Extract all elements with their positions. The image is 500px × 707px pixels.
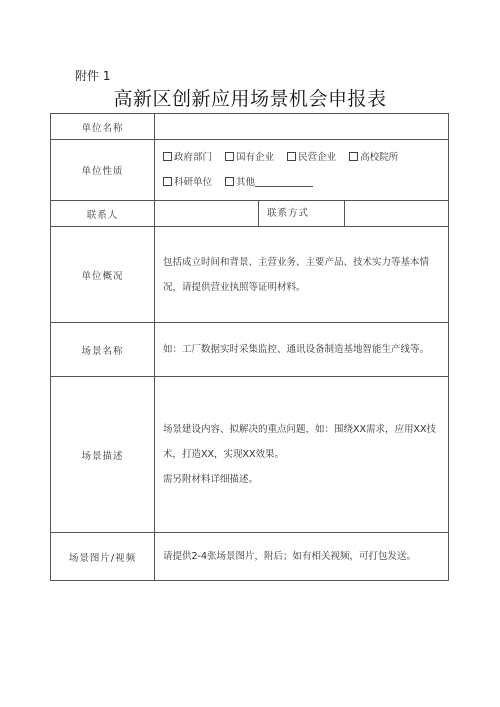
contact-method-label: 联系方式 — [259, 201, 345, 227]
scene-desc-field[interactable] — [155, 377, 449, 533]
checkbox-icon[interactable] — [349, 152, 358, 161]
checkbox-icon[interactable] — [163, 177, 172, 186]
application-form — [50, 113, 449, 581]
option-university[interactable]: 高校院所 — [349, 145, 398, 170]
option-government[interactable]: 政府部门 — [163, 145, 212, 170]
option-other[interactable]: 其他 — [225, 170, 313, 195]
option-research[interactable]: 科研单位 — [163, 170, 212, 195]
contact-person-label: 联系人 — [51, 201, 155, 227]
checkbox-icon[interactable] — [225, 152, 234, 161]
unit-type-options — [155, 140, 449, 201]
overview-hint[interactable]: 包括成立时间和背景、主营业务、主要产品、技术实力等基本情况，请提供营业执照等证明材料。 — [155, 227, 449, 323]
media-label: 场景图片/视频 — [51, 533, 155, 581]
checkbox-icon[interactable] — [225, 177, 234, 186]
unit-name-field[interactable] — [155, 114, 449, 140]
unit-type-label: 单位性质 — [51, 140, 155, 201]
scene-name-label: 场景名称 — [51, 323, 155, 377]
unit-name-label: 单位名称 — [51, 114, 155, 140]
media-hint[interactable]: 请提供2-4张场景图片，附后；如有相关视频，可打包发送。 — [155, 533, 449, 581]
scene-name-hint[interactable]: 如：工厂数据实时采集监控、通讯设备制造基地智能生产线等。 — [155, 323, 449, 377]
option-state-owned[interactable]: 国有企业 — [225, 145, 274, 170]
overview-label: 单位概况 — [51, 227, 155, 323]
option-private[interactable]: 民营企业 — [287, 145, 336, 170]
form-title: 高新区创新应用场景机会申报表 — [113, 88, 387, 110]
other-blank[interactable] — [255, 177, 313, 187]
checkbox-icon[interactable] — [287, 152, 296, 161]
scene-desc-label: 场景描述 — [51, 377, 155, 533]
scene-desc-hint: 场景建设内容、拟解决的重点问题，如：围绕XX需求，应用XX技术，打造XX，实现XX效果。 — [163, 424, 437, 460]
contact-method-field[interactable] — [345, 201, 449, 227]
contact-person-field[interactable] — [155, 201, 259, 227]
attachment-label: 附件 1 — [75, 69, 111, 83]
scene-desc-note: 需另附材料详细描述。 — [163, 474, 259, 485]
checkbox-icon[interactable] — [163, 152, 172, 161]
